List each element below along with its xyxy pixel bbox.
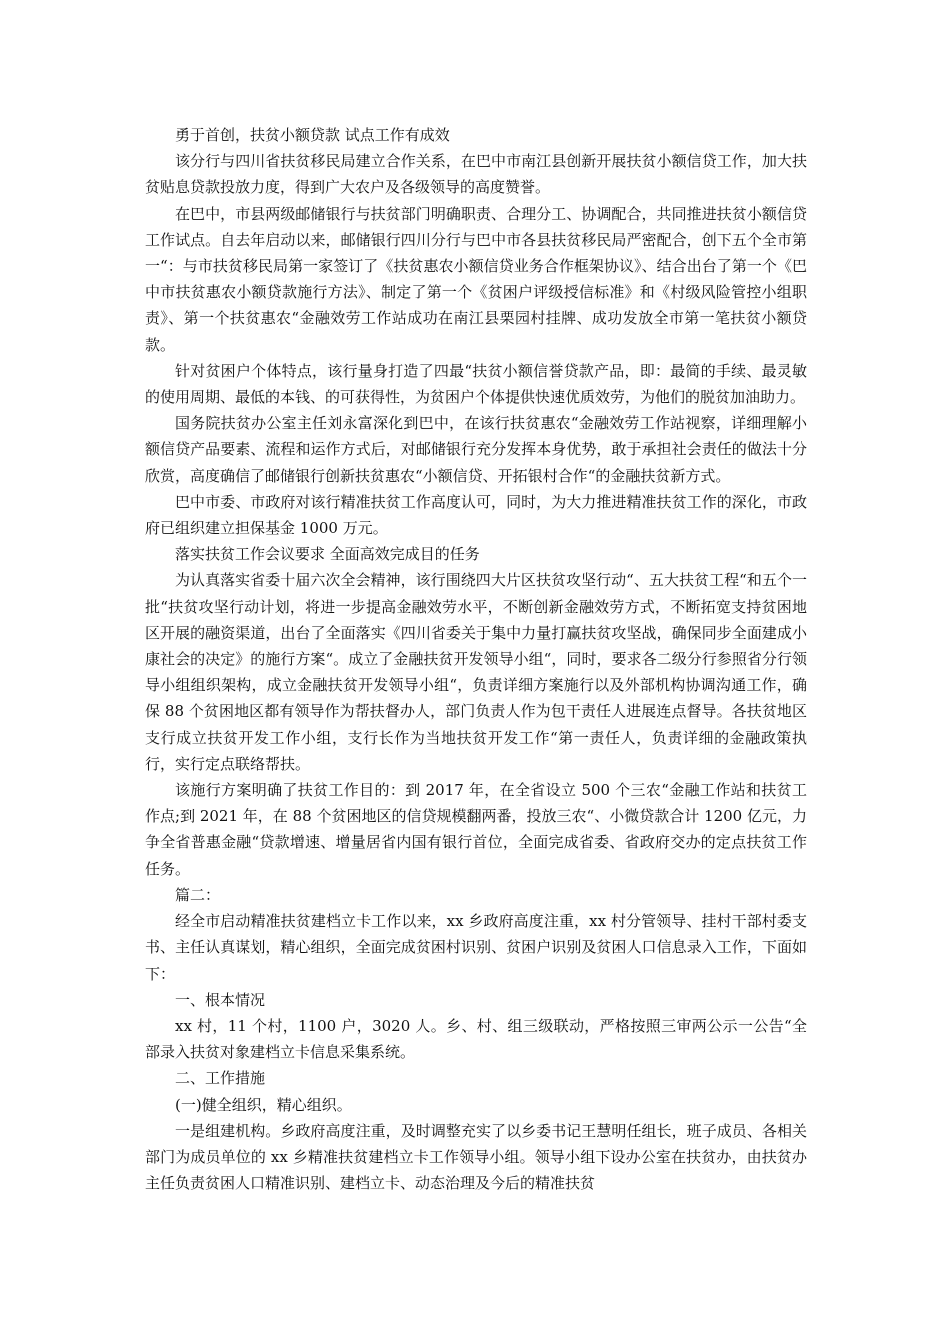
- body-paragraph: 该施行方案明确了扶贫工作目的：到 2017 年，在全省设立 500 个三农“金融工作站和扶贫工作点;到 2021 年，在 88 个贫困地区的信贷规模翻两番，投放三农“、小微贷款合计 1200 亿元，力争全省普惠金融“贷款增速、增量居省内国有银行首位，全面完成省委、省政府交办的定点扶贫工作任务。: [145, 781, 807, 878]
- section-heading: 一、根本情况: [175, 990, 266, 1009]
- body-paragraph: 该分行与四川省扶贫移民局建立合作关系，在巴中市南江县创新开展扶贫小额信贷工作，加大扶贫贴息贷款投放力度，得到广大农户及各级领导的高度赞誉。: [145, 152, 807, 197]
- section-heading: 篇二：: [175, 885, 221, 904]
- body-paragraph: 为认真落实省委十届六次全会精神，该行围绕四大片区扶贫攻坚行动“、五大扶贫工程“和五个一批“扶贫攻坚行动计划，将进一步提高金融效劳水平，不断创新金融效劳方式，不断拓宽支持贫困地区开展的融资渠道，出台了全面落实《四川省委关于集中力量打赢扶贫攻坚战，确保同步全面建成小康社会的决定》的施行方案“。成立了金融扶贫开发领导小组“，同时，要求各二级分行参照省分行领导小组组织架构，成立金融扶贫开发领导小组“，负责详细方案施行以及外部机构协调沟通工作，确保 88 个贫困地区都有领导作为帮扶督办人，部门负责人作为包干责任人进展连点督导。各扶贫地区支行成立扶贫开发工作小组，支行长作为当地扶贫开发工作“第一责任人，负责详细的金融政策执行，实行定点联络帮扶。: [145, 571, 807, 773]
- section-heading: 落实扶贫工作会议要求 全面高效完成目的任务: [175, 545, 480, 564]
- body-paragraph: xx 村，11 个村，1100 户，3020 人。乡、村、组三级联动，严格按照三审两公示一公告“全部录入扶贫对象建档立卡信息采集系统。: [145, 1016, 807, 1062]
- body-paragraph: 一是组建机构。乡政府高度注重，及时调整充实了以乡委书记王慧明任组长，班子成员、各相关部门为成员单位的 xx 乡精准扶贫建档立卡工作领导小组。领导小组下设办公室在扶贫办，由扶贫办主任负责贫困人口精准识别、建档立卡、动态治理及今后的精准扶贫: [145, 1121, 807, 1193]
- section-heading: 勇于首创，扶贫小额贷款 试点工作有成效: [175, 126, 450, 144]
- body-paragraph: 国务院扶贫办公室主任刘永富深化到巴中，在该行扶贫惠农“金融效劳工作站视察，详细理解小额信贷产品要素、流程和运作方式后，对邮储银行充分发挥本身优势，敢于承担社会责任的做法十分欣赏，高度确信了邮储银行创新扶贫惠农“小额信贷、开拓银村合作“的金融扶贫新方式。: [145, 414, 807, 485]
- document-body: [145, 122, 807, 1196]
- body-paragraph: 在巴中，市县两级邮储银行与扶贫部门明确职责、合理分工、协调配合，共同推进扶贫小额信贷工作试点。自去年启动以来，邮储银行四川分行与巴中市各县扶贫移民局严密配合，创下五个全市第一“：与市扶贫移民局第一家签订了《扶贫惠农小额信贷业务合作框架协议》、结合出台了第一个《巴中市扶贫惠农小额贷款施行方法》、制定了第一个《贫困户评级授信标准》和《村级风险管控小组职责》、第一个扶贫惠农“金融效劳工作站成功在南江县栗园村挂牌、成功发放全市第一笔扶贫小额贷款。: [145, 204, 807, 354]
- subsection-heading: (一)健全组织，精心组织。: [175, 1095, 352, 1114]
- body-paragraph: 针对贫困户个体特点，该行量身打造了四最“扶贫小额信誉贷款产品，即：最简的手续、最灵敏的使用周期、最低的本钱、的可获得性，为贫困户个体提供快速优质效劳，为他们的脱贫加油助力。: [145, 361, 807, 407]
- section-heading: 二、工作措施: [175, 1069, 266, 1088]
- body-paragraph: 巴中市委、市政府对该行精准扶贫工作高度认可，同时，为大力推进精准扶贫工作的深化，市政府已组织建立担保基金 1000 万元。: [145, 492, 807, 538]
- body-paragraph: 经全市启动精准扶贫建档立卡工作以来，xx 乡政府高度注重，xx 村分管领导、挂村干部村委支书、主任认真谋划，精心组织，全面完成贫困村识别、贫困户识别及贫困人口信息录入工作，下面如下：: [145, 912, 807, 983]
